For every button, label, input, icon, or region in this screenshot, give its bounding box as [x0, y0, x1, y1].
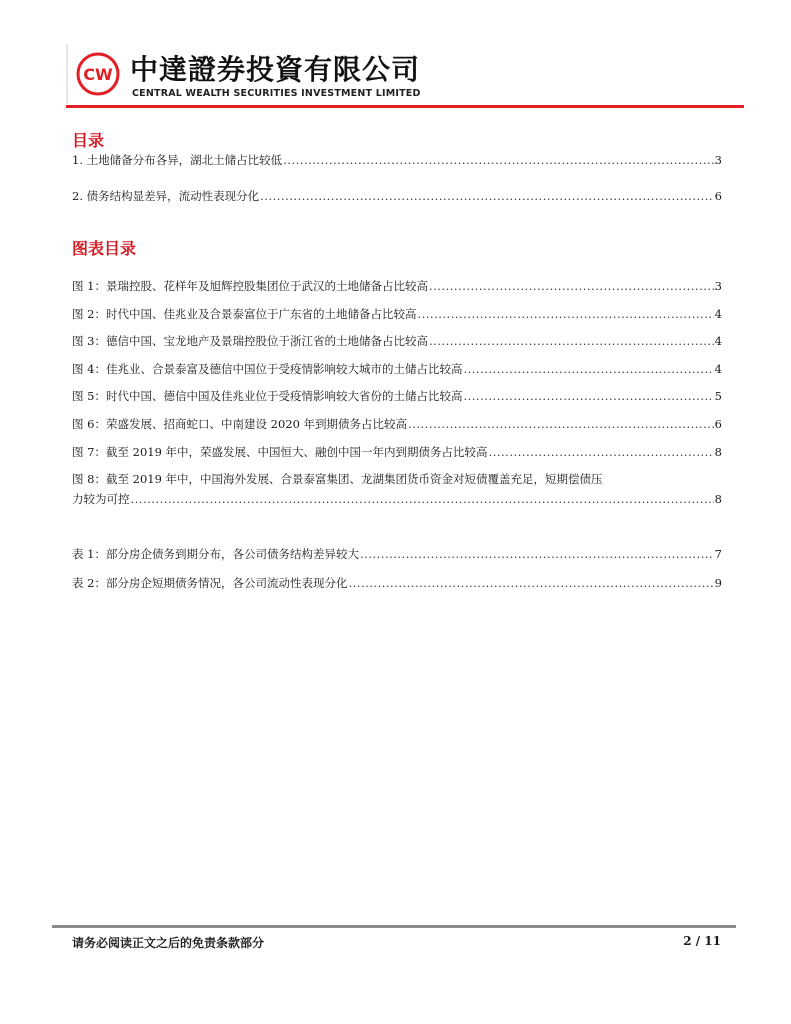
toc-entry[interactable]: [72, 186, 722, 206]
leader-dots: [429, 276, 714, 296]
table-entry-page: 9: [714, 576, 722, 590]
figure-entry-text-line2: 力较为可控: [72, 492, 130, 506]
toc-entry[interactable]: [72, 150, 722, 170]
figure-entry-text: 图 7：截至 2019 年中，荣盛发展、中国恒大、融创中国一年内到期债务占比较高: [72, 445, 488, 459]
figure-entry-page: 8: [714, 445, 722, 459]
figure-entry[interactable]: [72, 304, 722, 324]
leader-dots: [131, 489, 714, 509]
figure-entry[interactable]: [72, 359, 722, 379]
leader-dots: [360, 544, 714, 564]
logo-text: CW: [83, 65, 113, 84]
figure-entry-text-line1: 图 8：截至 2019 年中，中国海外发展、合景泰富集团、龙湖集团货币资金对短债覆盖充足，短期偿债压: [72, 472, 603, 486]
header-rule: [66, 105, 744, 108]
company-name-cn: 中達證券投資有限公司: [130, 53, 421, 86]
figures-title: 图表目录: [72, 239, 137, 258]
figure-entry-text: 图 3：德信中国、宝龙地产及景瑞控股位于浙江省的土地储备占比较高: [72, 334, 428, 348]
leader-dots: [283, 150, 714, 170]
company-logo: [76, 52, 120, 96]
figure-entry[interactable]: [72, 331, 722, 351]
figure-entry-text: 图 5：时代中国、德信中国及佳兆业位于受疫情影响较大省份的土储占比较高: [72, 389, 463, 403]
figure-entry-text: 图 4：佳兆业、合景泰富及德信中国位于受疫情影响较大城市的土储占比较高: [72, 362, 463, 376]
toc-title: 目录: [72, 131, 105, 150]
leader-dots: [260, 186, 714, 206]
figure-entry-page: 5: [714, 389, 722, 403]
leader-dots: [463, 386, 713, 406]
figure-entry-text: 图 2：时代中国、佳兆业及合景泰富位于广东省的土地储备占比较高: [72, 307, 417, 321]
figure-entry-page: 4: [714, 362, 722, 376]
toc-entry-text: 2. 债务结构显差异，流动性表现分化: [72, 189, 260, 203]
leader-dots: [408, 414, 714, 434]
footer-rule: [52, 925, 736, 928]
figure-entry-text: 图 6：荣盛发展、招商蛇口、中南建设 2020 年到期债务占比较高: [72, 417, 408, 431]
footer-disclaimer: 请务必阅读正文之后的免责条款部分: [72, 936, 265, 950]
table-entry-text: 表 1：部分房企债务到期分布，各公司债务结构差异较大: [72, 547, 359, 561]
figure-entry-text: 图 1：景瑞控股、花样年及旭辉控股集团位于武汉的土地储备占比较高: [72, 279, 428, 293]
table-entry-page: 7: [714, 547, 722, 561]
leader-dots: [429, 331, 714, 351]
leader-dots: [463, 359, 713, 379]
figure-entry-page: 6: [714, 417, 722, 431]
figure-entry-page: 4: [714, 307, 722, 321]
table-entry[interactable]: [72, 544, 722, 564]
toc-entry-page: 6: [714, 189, 722, 203]
table-entry-text: 表 2：部分房企短期债务情况，各公司流动性表现分化: [72, 576, 348, 590]
figure-entry[interactable]: [72, 276, 722, 296]
page-number: 2 / 11: [683, 934, 721, 948]
figure-entry-page: 8: [714, 492, 722, 506]
figure-entry[interactable]: [72, 442, 722, 462]
leader-dots: [489, 442, 714, 462]
toc-entry-text: 1. 土地储备分布各异，湖北土储占比较低: [72, 153, 283, 167]
toc-entry-page: 3: [714, 153, 722, 167]
leader-dots: [417, 304, 713, 324]
figure-entry[interactable]: [72, 469, 722, 509]
figure-entry[interactable]: [72, 386, 722, 406]
figure-entry[interactable]: [72, 414, 722, 434]
table-entry[interactable]: [72, 573, 722, 593]
header-divider: [66, 44, 68, 104]
leader-dots: [348, 573, 713, 593]
company-name-en: CENTRAL WEALTH SECURITIES INVESTMENT LIMITED: [132, 88, 421, 99]
figure-entry-page: 3: [714, 279, 722, 293]
figure-entry-page: 4: [714, 334, 722, 348]
